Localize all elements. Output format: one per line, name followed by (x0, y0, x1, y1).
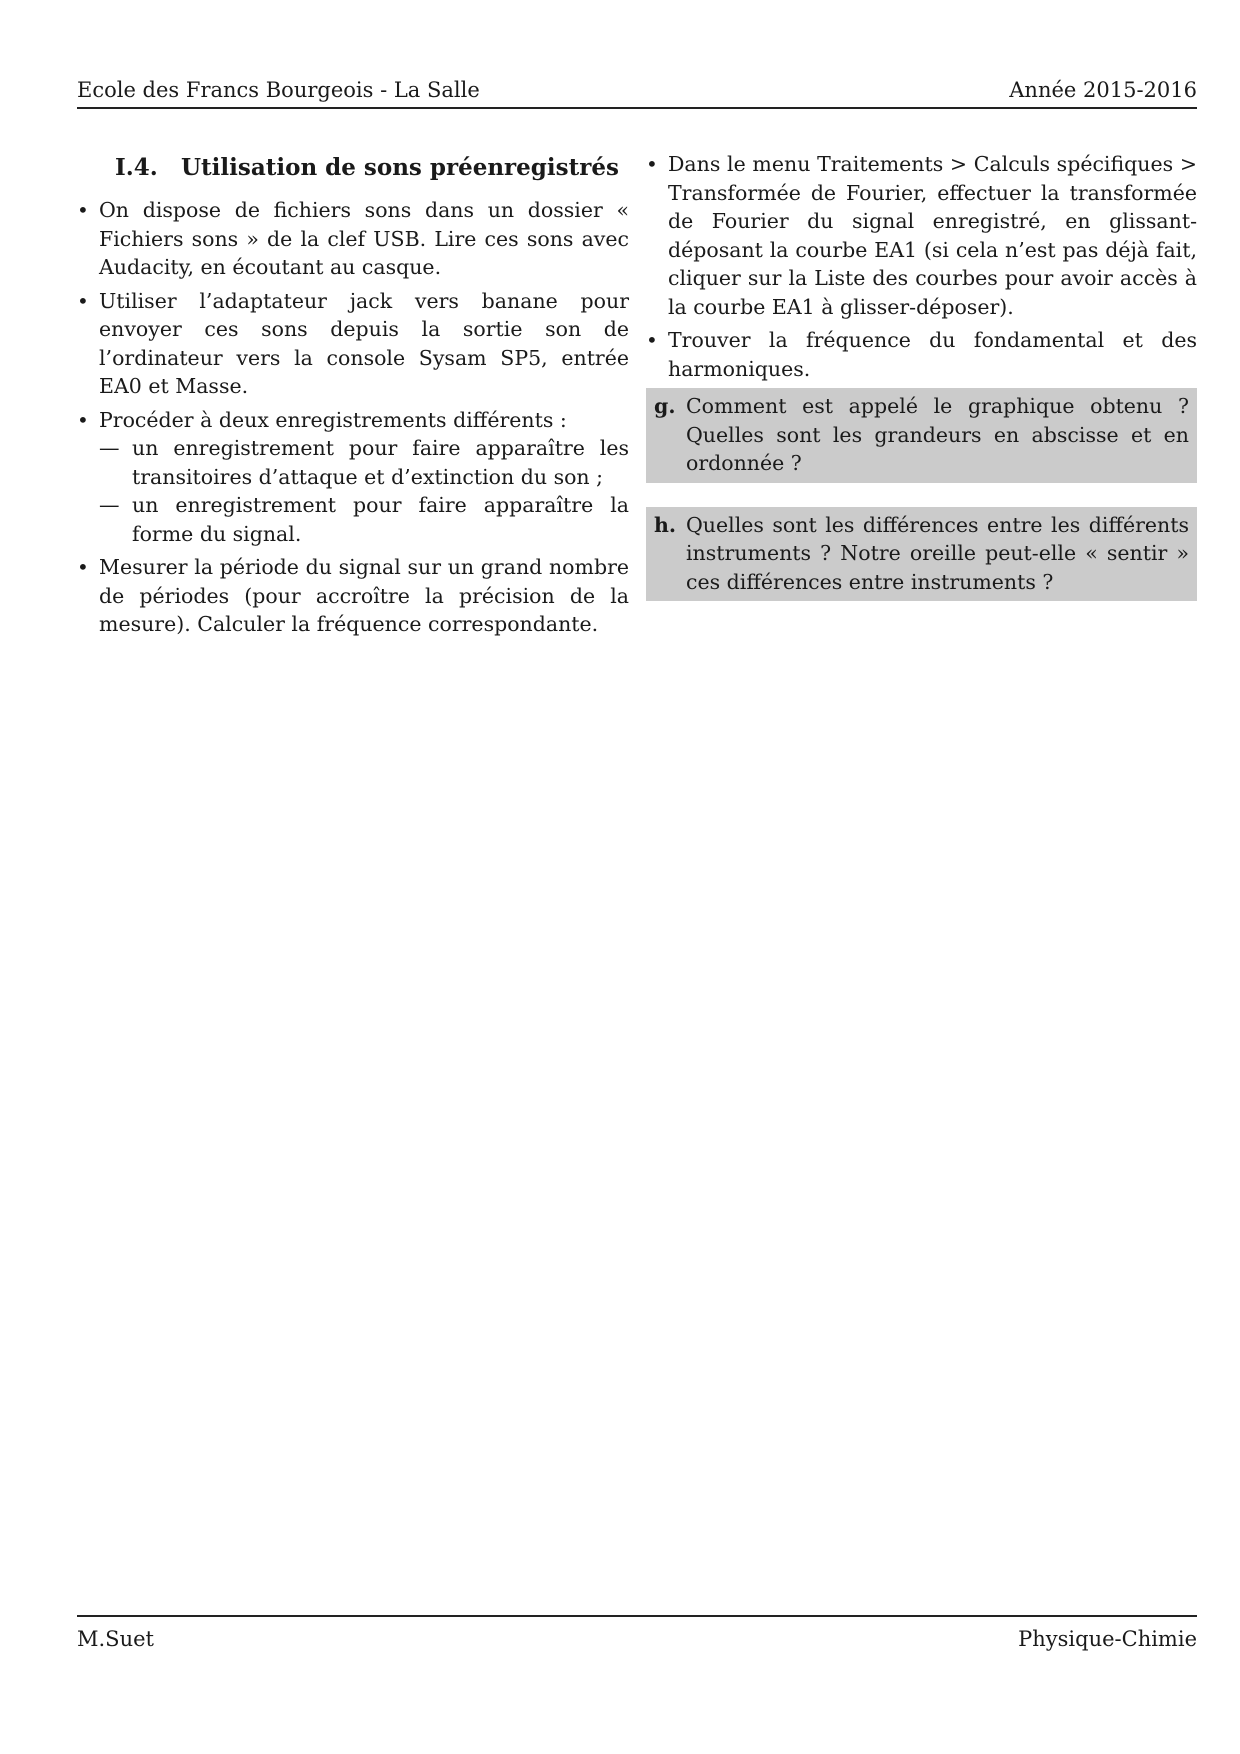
question-text: Quelles sont les différences entre les différents instruments ? Notre oreille peut-elle « sentir » ces différences entre instruments ? (686, 512, 1189, 594)
question-box-g (646, 388, 1197, 483)
sub-list-item: — un enregistrement pour faire apparaître les transitoires d’attaque et d’extinction du son ; (77, 434, 629, 491)
list-item (646, 150, 1197, 321)
author-name: M.Suet (77, 1627, 154, 1651)
section-heading (115, 150, 629, 186)
page-footer (77, 1615, 1197, 1653)
list-item-text: Dans le menu Traitements > Calculs spécifiques > Transformée de Fourier, effectuer la transformée de Fourier du signal enregistré, en glissant-déposant la courbe EA1 (si cela n’est pas déjà fait, cliquer sur la Liste des courbes pour avoir accès à la courbe EA1 à glisser-déposer). (668, 152, 1197, 319)
list-item (77, 406, 629, 549)
section-title: Utilisation de sons préenregistrés (181, 154, 619, 181)
left-column (77, 150, 629, 644)
list-item (77, 196, 629, 282)
list-item-text: Mesurer la période du signal sur un grand nombre de périodes (pour accroître la précision de la mesure). Calculer la fréquence correspondante. (99, 555, 629, 636)
question-letter: g. (654, 394, 676, 418)
list-item-text: Utiliser l’adaptateur jack vers banane pour envoyer ces sons depuis la sortie son de l’ordinateur vers la console Sysam SP5, entrée EA0 et Masse. (99, 288, 629, 398)
list-item-text: Trouver la fréquence du fondamental et des harmoniques. (668, 328, 1197, 381)
question-text: Comment est appelé le graphique obtenu ? Quelles sont les grandeurs en abscisse et en ordonnée ? (686, 394, 1189, 475)
page-header (77, 76, 1197, 109)
list-item-text: On dispose de fichiers sons dans un dossier « Fichiers sons » de la clef USB. Lire ces sons avec Audacity, en écoutant au casque. (99, 198, 629, 279)
sub-list (99, 434, 629, 548)
question-letter: h. (654, 512, 677, 537)
sub-list-item: — un enregistrement pour faire apparaître la forme du signal. (77, 491, 629, 548)
right-column (646, 150, 1197, 625)
school-name: Ecole des Francs Bourgeois - La Salle (77, 78, 480, 102)
instruction-list (77, 196, 629, 639)
instruction-list (646, 150, 1197, 383)
list-item (77, 287, 629, 401)
section-number: I.4. (115, 154, 158, 181)
list-item (77, 553, 629, 639)
list-item-text: Procéder à deux enregistrements différents : (99, 407, 567, 432)
question-box-h (646, 507, 1197, 602)
list-item (646, 326, 1197, 383)
subject-name: Physique-Chimie (1018, 1627, 1197, 1651)
school-year: Année 2015-2016 (1009, 78, 1197, 102)
